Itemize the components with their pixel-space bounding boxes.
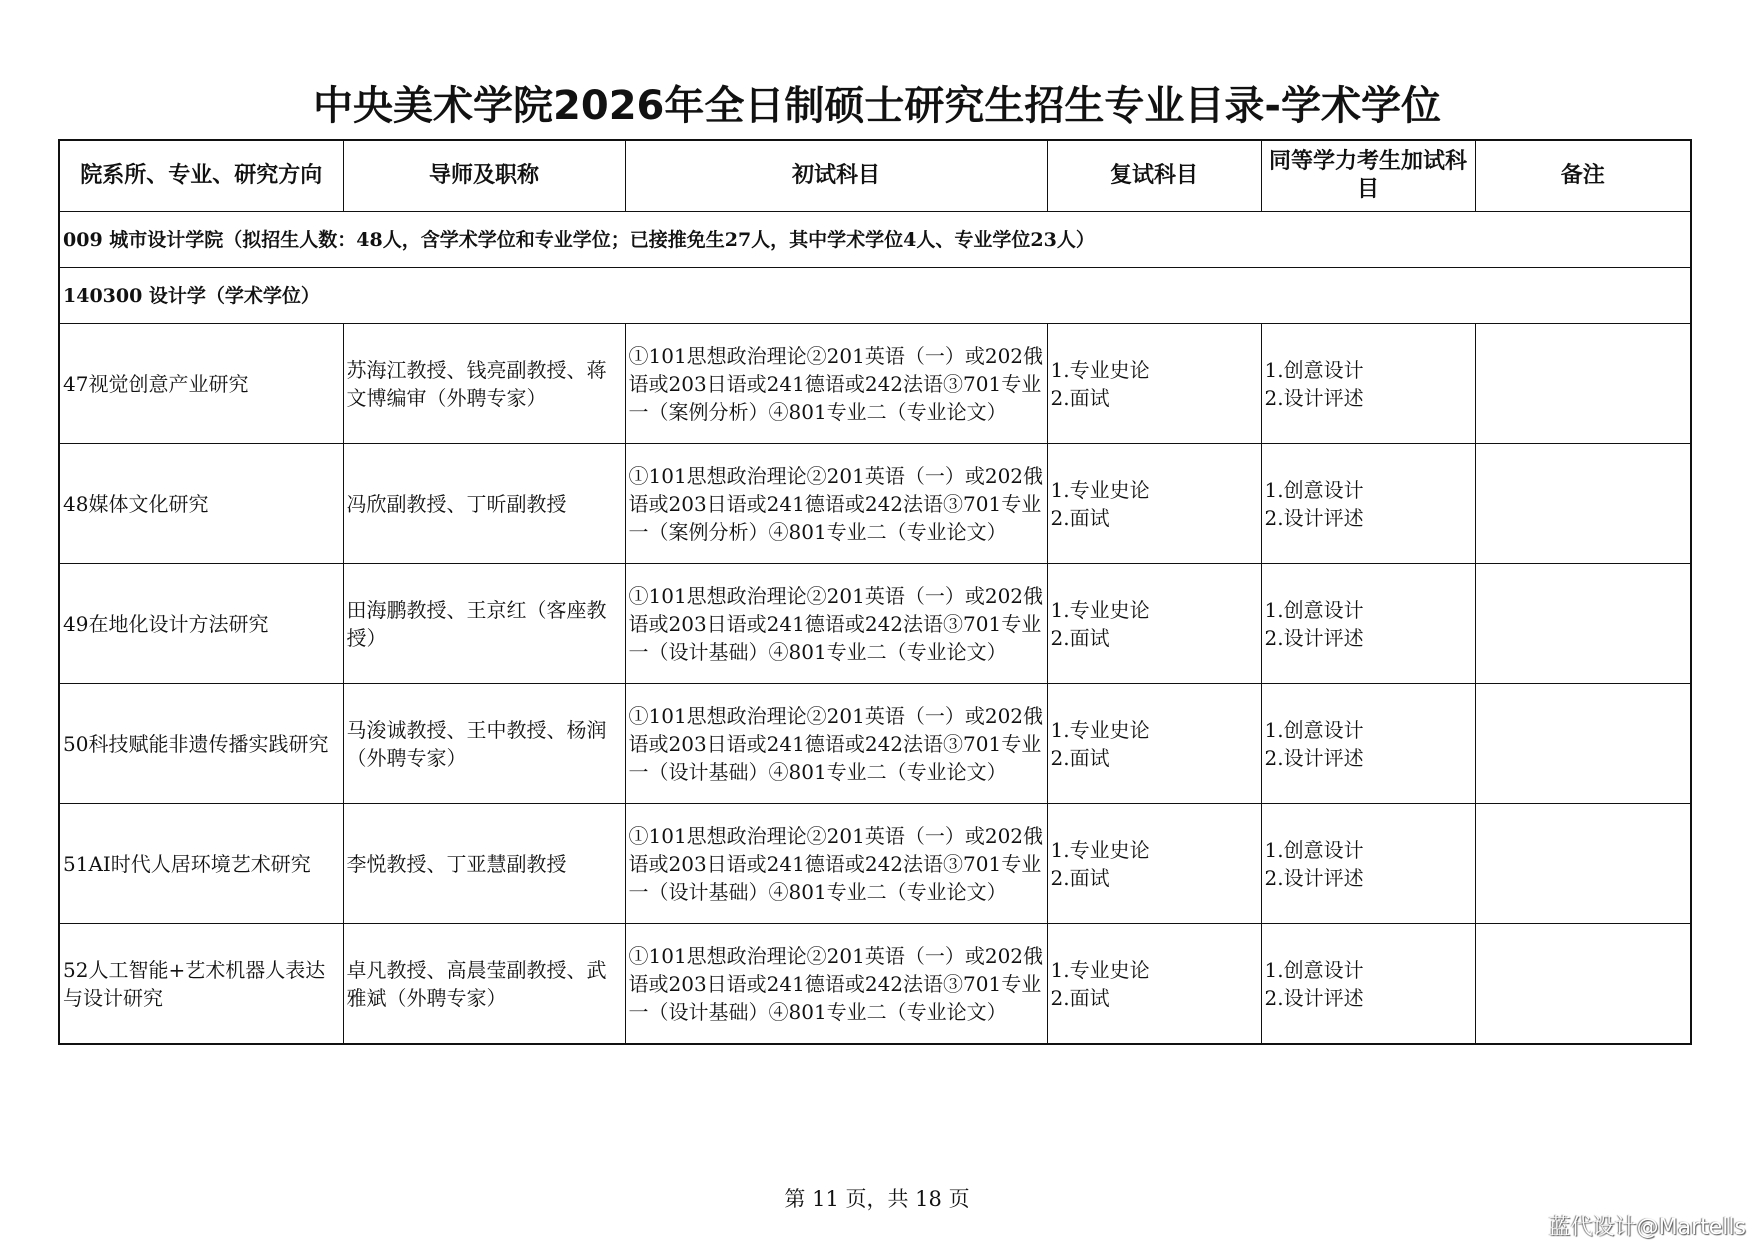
table-row — [59, 804, 1691, 924]
retest2-text: 2.面试 — [1050, 745, 1110, 770]
retest2-text: 2.面试 — [1050, 865, 1110, 890]
exam-cell — [625, 684, 1047, 804]
table-row — [59, 564, 1691, 684]
retest1-text: 1.专业史论 — [1050, 477, 1150, 502]
retest-cell — [1047, 564, 1261, 684]
retest1-text: 1.专业史论 — [1050, 957, 1150, 982]
table-row — [59, 924, 1691, 1045]
retest2-text: 2.面试 — [1050, 385, 1110, 410]
section-text: 009 城市设计学院（拟招生人数：48人，含学术学位和专业学位；已接推免生27人，其中学术学位4人、专业学位23人） — [59, 212, 1691, 268]
note-cell — [1475, 924, 1691, 1045]
exam-text: ①101思想政治理论②201英语（一）或202俄语或203日语或241德语或242法语③701专业一（设计基础）④801专业二（专业论文） — [628, 583, 1044, 664]
extra1-text: 1.创意设计 — [1264, 837, 1364, 862]
retest-cell — [1047, 684, 1261, 804]
exam-cell — [625, 324, 1047, 444]
note-cell — [1475, 684, 1691, 804]
note-cell — [1475, 804, 1691, 924]
advisors-text: 李悦教授、丁亚慧副教授 — [346, 851, 567, 876]
table-row — [59, 324, 1691, 444]
extra-cell — [1261, 564, 1475, 684]
direction-cell — [59, 564, 343, 684]
extra2-text: 2.设计评述 — [1264, 625, 1364, 650]
table-row — [59, 444, 1691, 564]
page-footer: 第 11 页，共 18 页 — [784, 1187, 970, 1211]
direction-text: 47视觉创意产业研究 — [63, 371, 249, 396]
exam-cell — [625, 804, 1047, 924]
catalog-table — [58, 139, 1692, 1045]
advisors-cell — [343, 684, 625, 804]
direction-text: 51AI时代人居环境艺术研究 — [63, 851, 311, 876]
advisors-cell — [343, 324, 625, 444]
advisors-text: 苏海江教授、钱亮副教授、蒋文博编审（外聘专家） — [346, 357, 607, 410]
document-title: 中央美术学院2026年全日制硕士研究生招生专业目录-学术学位 — [313, 83, 1441, 129]
retest-cell — [1047, 924, 1261, 1045]
extra1-text: 1.创意设计 — [1264, 357, 1364, 382]
extra2-text: 2.设计评述 — [1264, 745, 1364, 770]
direction-cell — [59, 924, 343, 1045]
exam-text: ①101思想政治理论②201英语（一）或202俄语或203日语或241德语或242法语③701专业一（案例分析）④801专业二（专业论文） — [628, 463, 1044, 544]
exam-cell — [625, 444, 1047, 564]
direction-cell — [59, 444, 343, 564]
direction-text: 49在地化设计方法研究 — [63, 611, 269, 636]
exam-cell — [625, 924, 1047, 1045]
direction-text: 52人工智能+艺术机器人表达与设计研究 — [63, 957, 326, 1010]
exam-text: ①101思想政治理论②201英语（一）或202俄语或203日语或241德语或242法语③701专业一（设计基础）④801专业二（专业论文） — [628, 703, 1044, 784]
advisors-text: 冯欣副教授、丁昕副教授 — [346, 491, 567, 516]
watermark: 蓝代设计@Martells — [1548, 1215, 1746, 1240]
advisors-cell — [343, 564, 625, 684]
advisors-text: 卓凡教授、高晨莹副教授、武雅斌（外聘专家） — [346, 957, 607, 1010]
extra2-text: 2.设计评述 — [1264, 505, 1364, 530]
header-note: 备注 — [1475, 140, 1691, 212]
extra-cell — [1261, 444, 1475, 564]
advisors-cell — [343, 444, 625, 564]
note-cell — [1475, 444, 1691, 564]
retest1-text: 1.专业史论 — [1050, 597, 1150, 622]
extra1-text: 1.创意设计 — [1264, 597, 1364, 622]
advisors-cell — [343, 804, 625, 924]
retest1-text: 1.专业史论 — [1050, 357, 1150, 382]
retest2-text: 2.面试 — [1050, 985, 1110, 1010]
extra1-text: 1.创意设计 — [1264, 477, 1364, 502]
retest2-text: 2.面试 — [1050, 505, 1110, 530]
retest-cell — [1047, 804, 1261, 924]
retest2-text: 2.面试 — [1050, 625, 1110, 650]
direction-cell — [59, 804, 343, 924]
direction-text: 50科技赋能非遗传播实践研究 — [63, 731, 329, 756]
extra2-text: 2.设计评述 — [1264, 385, 1364, 410]
extra2-text: 2.设计评述 — [1264, 985, 1364, 1010]
note-cell — [1475, 564, 1691, 684]
extra-cell — [1261, 324, 1475, 444]
advisors-cell — [343, 924, 625, 1045]
advisors-text: 马浚诚教授、王中教授、杨润（外聘专家） — [346, 717, 607, 770]
header-row — [59, 140, 1691, 212]
retest1-text: 1.专业史论 — [1050, 837, 1150, 862]
extra-cell — [1261, 924, 1475, 1045]
table-row — [59, 684, 1691, 804]
direction-cell — [59, 324, 343, 444]
note-cell — [1475, 324, 1691, 444]
extra-cell — [1261, 684, 1475, 804]
subsection-text: 140300 设计学（学术学位） — [59, 268, 1691, 324]
retest-cell — [1047, 444, 1261, 564]
header-retest: 复试科目 — [1047, 140, 1261, 212]
subsection-row — [59, 268, 1691, 324]
extra1-text: 1.创意设计 — [1264, 717, 1364, 742]
exam-text: ①101思想政治理论②201英语（一）或202俄语或203日语或241德语或242法语③701专业一（设计基础）④801专业二（专业论文） — [628, 823, 1044, 904]
header-extra: 同等学力考生加试科目 — [1261, 140, 1475, 212]
header-direction: 院系所、专业、研究方向 — [59, 140, 343, 212]
section-row — [59, 212, 1691, 268]
extra2-text: 2.设计评述 — [1264, 865, 1364, 890]
direction-cell — [59, 684, 343, 804]
header-advisors: 导师及职称 — [343, 140, 625, 212]
advisors-text: 田海鹏教授、王京红（客座教授） — [346, 597, 607, 650]
exam-cell — [625, 564, 1047, 684]
extra1-text: 1.创意设计 — [1264, 957, 1364, 982]
header-exam: 初试科目 — [625, 140, 1047, 212]
retest1-text: 1.专业史论 — [1050, 717, 1150, 742]
retest-cell — [1047, 324, 1261, 444]
exam-text: ①101思想政治理论②201英语（一）或202俄语或203日语或241德语或242法语③701专业一（案例分析）④801专业二（专业论文） — [628, 343, 1044, 424]
exam-text: ①101思想政治理论②201英语（一）或202俄语或203日语或241德语或242法语③701专业一（设计基础）④801专业二（专业论文） — [628, 943, 1044, 1024]
extra-cell — [1261, 804, 1475, 924]
direction-text: 48媒体文化研究 — [63, 491, 209, 516]
